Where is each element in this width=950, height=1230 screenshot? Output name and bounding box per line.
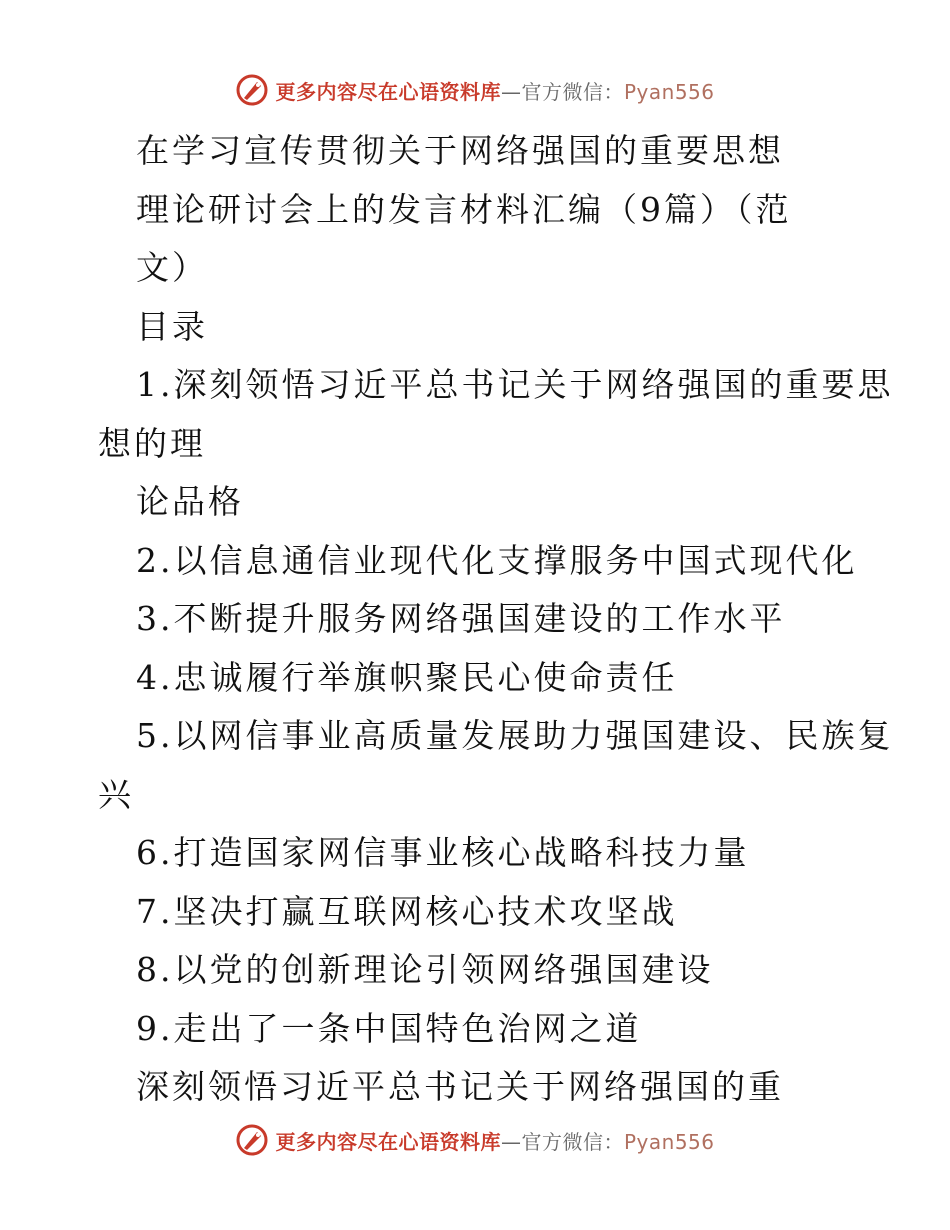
document-body [98, 122, 894, 1117]
document-title-line-3: 文） [136, 248, 208, 287]
banner-text [275, 76, 714, 105]
document-title-line-2: 理论研讨会上的发言材料汇编（9篇）（范 [136, 189, 792, 229]
toc-item-1-line-2: 想的理 [98, 423, 206, 463]
section-heading-start: 深刻领悟习近平总书记关于网络强国的重 [136, 1067, 784, 1106]
document-title-line-1: 在学习宣传贯彻关于网络强国的重要思想 [136, 131, 784, 170]
toc-item-4: 4.忠诚履行举旗帜聚民心使命责任 [136, 657, 678, 697]
footer-watermark-banner [0, 1120, 950, 1160]
banner-wechat-id: Pyan556 [623, 79, 715, 104]
toc-item-9: 9.走出了一条中国特色治网之道 [136, 1008, 642, 1048]
banner-wechat-label: 官方微信： [521, 79, 624, 104]
toc-item-5-line-1: 5.以网信事业高质量发展助力强国建设、民族复 [136, 716, 894, 755]
toc-item-6: 6.打造国家网信事业核心战略科技力量 [136, 833, 750, 872]
toc-item-1-line-3: 论品格 [136, 482, 244, 521]
header-watermark-banner [0, 70, 950, 110]
banner-dash: — [500, 79, 522, 104]
toc-item-8: 8.以党的创新理论引领网络强国建设 [136, 950, 714, 989]
toc-item-2: 2.以信息通信业现代化支撑服务中国式现代化 [136, 540, 858, 580]
toc-heading: 目录 [136, 306, 208, 346]
banner-site-name: 更多内容尽在心语资料库 [275, 79, 501, 104]
banner-wechat-label: 官方微信： [521, 1129, 624, 1154]
banner-dash: — [500, 1129, 522, 1154]
banner-wechat-id: Pyan556 [623, 1129, 715, 1154]
pen-nib-logo-icon [235, 1123, 269, 1157]
toc-item-7: 7.坚决打赢互联网核心技术攻坚战 [136, 891, 678, 931]
banner-site-name: 更多内容尽在心语资料库 [275, 1129, 501, 1154]
pen-nib-logo-icon [235, 73, 269, 107]
toc-item-3: 3.不断提升服务网络强国建设的工作水平 [136, 599, 786, 638]
banner-text [275, 1126, 714, 1155]
toc-item-5-line-2: 兴 [98, 774, 134, 814]
toc-item-1-line-1: 1.深刻领悟习近平总书记关于网络强国的重要思 [136, 365, 894, 404]
